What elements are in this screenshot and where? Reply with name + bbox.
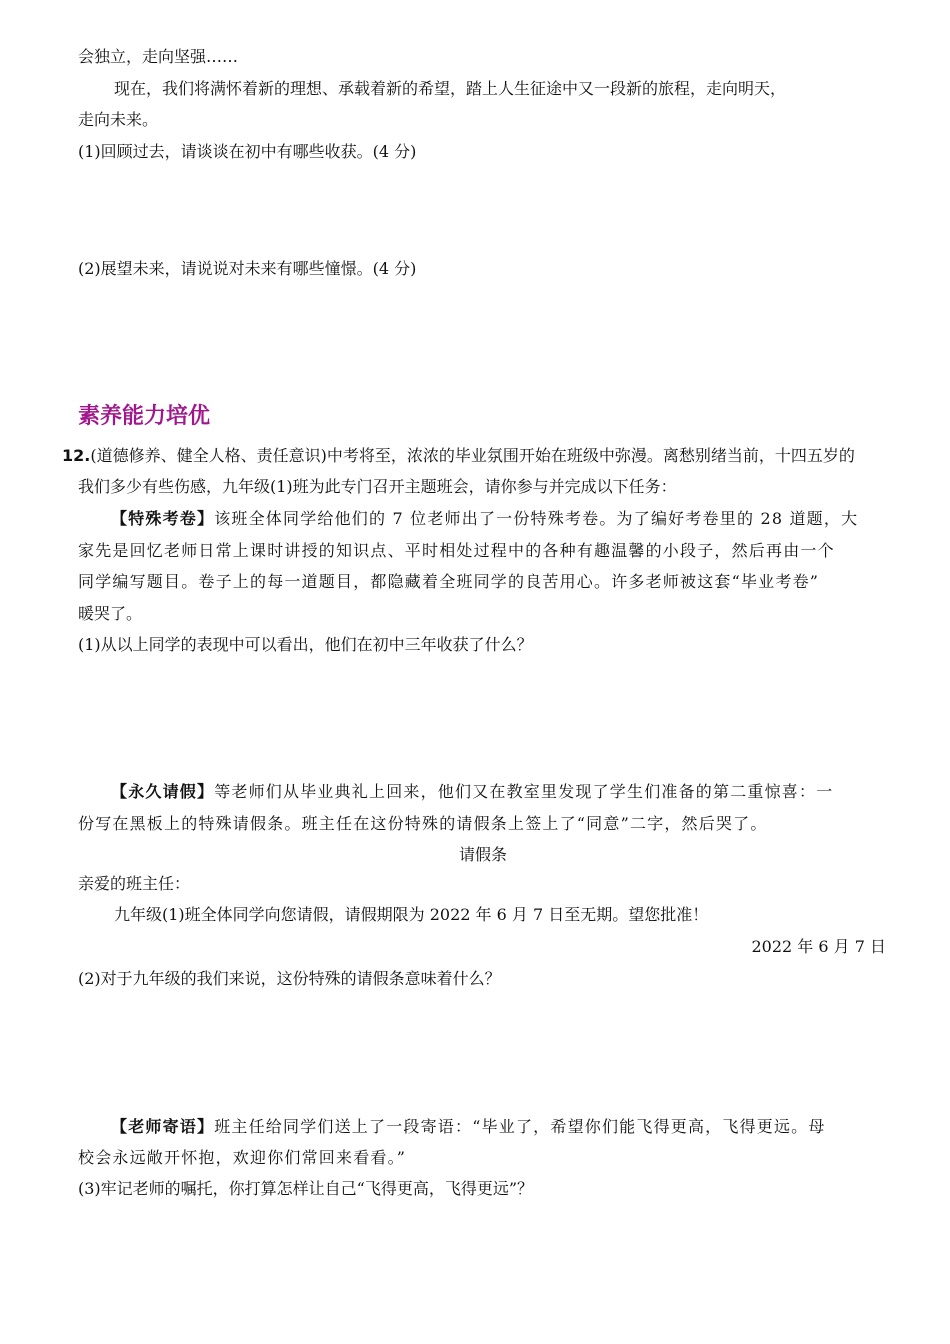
section-title: 素养能力培优 <box>78 404 211 429</box>
exam-label: 【特殊考卷】 <box>111 509 215 528</box>
leave-salutation: 亲爱的班主任： <box>78 874 191 893</box>
q12-line-1 <box>62 445 855 467</box>
leave-body: 九年级(1)班全体同学向您请假，请假期限为 2022 年 6 月 7 日至无期。望您批准！ <box>114 905 709 924</box>
q12-text-1: (道德修养、健全人格、责任意识)中考将至，浓浓的毕业氛围开始在班级中弥漫。离愁别绪当前，十四五岁的 <box>90 446 855 465</box>
message-line-2: 校会永远敞开怀抱，欢迎你们常回来看看。” <box>78 1148 407 1167</box>
message-line-1 <box>111 1116 826 1138</box>
question-2: (2)展望未来，请说说对未来有哪些憧憬。(4 分) <box>78 259 417 278</box>
q12-number: 12. <box>62 446 91 465</box>
exam-line-1 <box>111 508 858 530</box>
intro-line-1: 会独立，走向坚强…… <box>78 47 239 66</box>
exam-line-2: 家先是回忆老师日常上课时讲授的知识点、平时相处过程中的各种有趣温馨的小段子，然后再由一个 <box>78 541 835 560</box>
exam-question: (1)从以上同学的表现中可以看出，他们在初中三年收获了什么？ <box>78 635 533 654</box>
intro-line-3: 走向未来。 <box>78 110 159 129</box>
leave-date: 2022 年 6 月 7 日 <box>751 937 886 956</box>
question-1: (1)回顾过去，请谈谈在初中有哪些收获。(4 分) <box>78 142 417 161</box>
q12-line-2: 我们多少有些伤感，九年级(1)班为此专门召开主题班会，请你参与并完成以下任务： <box>78 477 677 496</box>
leave-question: (2)对于九年级的我们来说，这份特殊的请假条意味着什么？ <box>78 969 501 988</box>
leave-label: 【永久请假】 <box>111 782 215 801</box>
exam-line-4: 暖哭了。 <box>78 604 143 623</box>
message-text-1: 班主任给同学们送上了一段寄语：“毕业了，希望你们能飞得更高，飞得更远。母 <box>214 1117 826 1136</box>
message-question: (3)牢记老师的嘱托，你打算怎样让自己“飞得更高，飞得更远”？ <box>78 1179 534 1198</box>
leave-text-1: 等老师们从毕业典礼上回来，他们又在教室里发现了学生们准备的第二重惊喜：一 <box>214 782 834 801</box>
message-label: 【老师寄语】 <box>111 1117 215 1136</box>
leave-note-title: 请假条 <box>459 845 508 864</box>
exam-text-1: 该班全体同学给他们的 7 位老师出了一份特殊考卷。为了编好考卷里的 28 道题，大 <box>214 509 859 528</box>
intro-line-2: 现在，我们将满怀着新的理想、承载着新的希望，踏上人生征途中又一段新的旅程，走向明天， <box>114 79 787 98</box>
leave-line-1 <box>111 781 833 803</box>
exam-line-3: 同学编写题目。卷子上的每一道题目，都隐藏着全班同学的良苦用心。许多老师被这套“毕业考卷” <box>78 572 820 591</box>
leave-line-2: 份写在黑板上的特殊请假条。班主任在这份特殊的请假条上签上了“同意”二字，然后哭了。 <box>78 814 768 833</box>
